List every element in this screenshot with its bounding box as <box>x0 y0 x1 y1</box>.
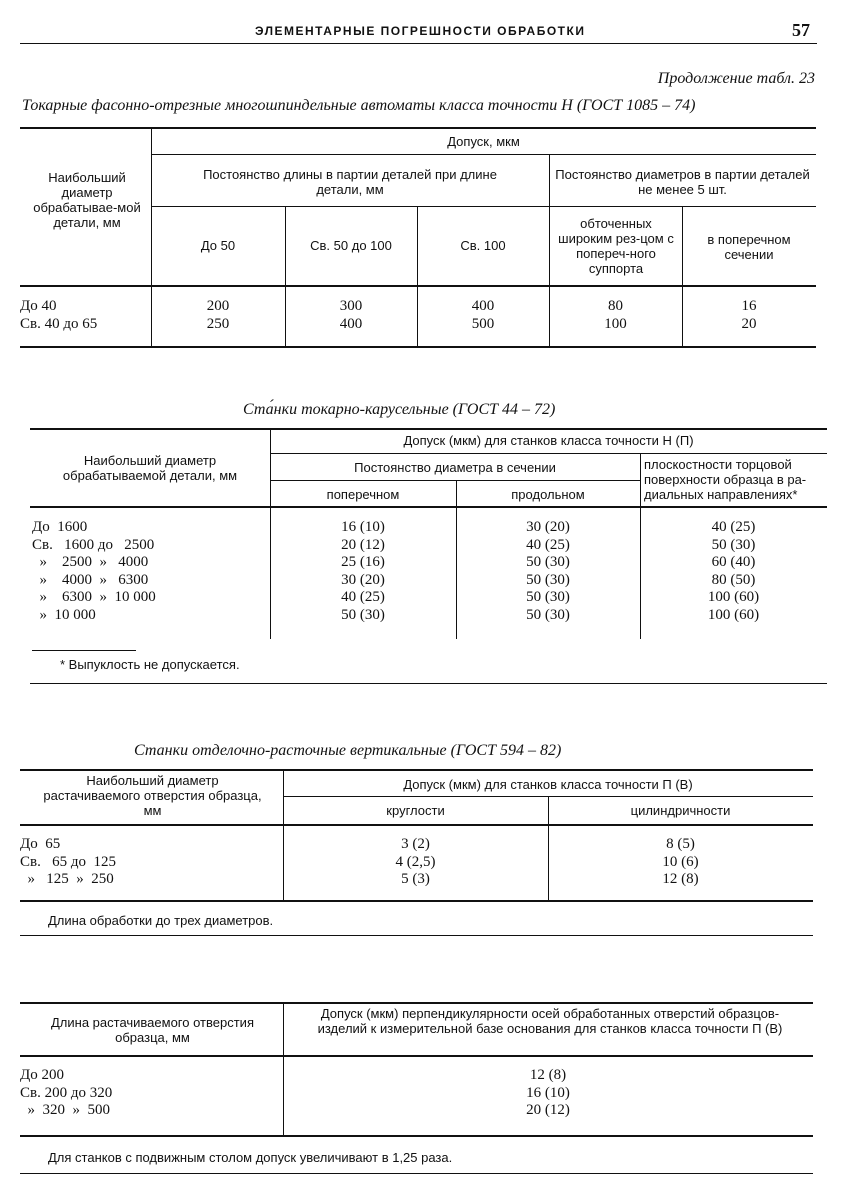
table-row: До 200 Св. 200 до 320 » 320 » 500 <box>20 1067 113 1118</box>
row-label: До 40 <box>20 298 57 314</box>
table1-tolerance-header: Допуск, мкм <box>447 134 520 149</box>
table-cell: 300 400 <box>339 298 363 332</box>
table-cell: 30 (20) 40 (25) 50 (30) 50 (30) 50 (30) 50 (30) <box>526 519 570 623</box>
table1-col-header: Наибольший диаметр обрабатывае-мой детали, мм <box>33 170 141 230</box>
header-rule <box>20 43 817 44</box>
table1-group-diameter: Постоянство диаметров в партии деталей не менее 5 шт. <box>555 167 810 197</box>
table3-tolerance-header: Допуск (мкм) для станков класса точности П (В) <box>403 777 693 792</box>
running-title: ЭЛЕМЕНТАРНЫЕ ПОГРЕШНОСТИ ОБРАБОТКИ <box>255 24 586 38</box>
table3-sub-header: цилиндричности <box>630 803 731 818</box>
table3-col-header: Наибольший диаметр растачиваемого отверстия образца, мм <box>43 773 262 818</box>
table-row: До 65 Св. 65 до 125 » 125 » 250 <box>20 836 116 887</box>
table3-caption: Станки отделочно-расточные вертикальные (ГОСТ 594 – 82) <box>134 742 562 759</box>
table1-sub-header: обточенных широким рез-цом с попереч-ного суппорта <box>558 216 674 276</box>
table-cell: 80 100 <box>604 298 627 332</box>
table2-tolerance-header: Допуск (мкм) для станков класса точности Н (П) <box>403 433 694 448</box>
table3-note: Длина обработки до трех диаметров. <box>48 913 274 928</box>
table2-flatness-header: плоскостности торцовой поверхности образца в ра-диальных направлениях* <box>644 457 807 502</box>
table1-group-length: Постоянство длины в партии деталей при длине детали, мм <box>203 167 497 197</box>
page-number: 57 <box>792 20 810 40</box>
table1-sub-header: Св. 100 <box>460 238 506 253</box>
table-cell: 12 (8) 16 (10) 20 (12) <box>526 1067 570 1118</box>
table4-note: Для станков с подвижным столом допуск увеличивают в 1,25 раза. <box>48 1150 453 1165</box>
table-cell: 400 500 <box>471 298 495 332</box>
table3-sub-header: круглости <box>386 803 445 818</box>
table-cell: 16 (10) 20 (12) 25 (16) 30 (20) 40 (25) 50 (30) <box>341 519 385 623</box>
table2-group-diameter: Постоянство диаметра в сечении <box>354 460 556 475</box>
table-cell: 16 20 <box>741 298 757 332</box>
footnote-rule <box>32 650 136 651</box>
table2-caption: Ста́нки токарно-карусельные (ГОСТ 44 – 72) <box>243 401 556 418</box>
table2-sub-header: продольном <box>511 487 585 502</box>
table-cell: 3 (2) 4 (2,5) 5 (3) <box>395 836 436 887</box>
row-label: Св. 40 до 65 <box>20 315 98 332</box>
table2-footnote: * Выпуклость не допускается. <box>60 657 240 672</box>
table-cell: 8 (5) 10 (6) 12 (8) <box>662 836 699 887</box>
table-row <box>20 298 150 333</box>
table-cell: 200 250 <box>206 298 230 332</box>
table1-sub-header: в поперечном сечении <box>707 232 791 262</box>
table1-caption: Токарные фасонно-отрезные многошпиндельные автоматы класса точности Н (ГОСТ 1085 – 74) <box>22 97 696 114</box>
table4-col-header: Длина растачиваемого отверстия образца, мм <box>51 1015 254 1045</box>
table-cell: 40 (25) 50 (30) 60 (40) 80 (50) 100 (60) 100 (60) <box>707 519 760 623</box>
table1-sub-header: Св. 50 до 100 <box>310 238 392 253</box>
table4-tolerance-header: Допуск (мкм) перпендикулярности осей обработанных отверстий образцов-изделий к измерительной базе основания для станков класса точности П (В) <box>317 1006 783 1036</box>
continuation-label: Продолжение табл. 23 <box>657 70 815 87</box>
table1-sub-header: До 50 <box>200 238 236 253</box>
table-row: До 1600 Св. 1600 до 2500 » 2500 » 4000 » 4000 » 6300 » 6300 » 10 000 » 10 000 <box>32 519 156 623</box>
table2-col-header: Наибольший диаметр обрабатываемой детали, мм <box>62 453 238 483</box>
table2-sub-header: поперечном <box>326 487 400 502</box>
